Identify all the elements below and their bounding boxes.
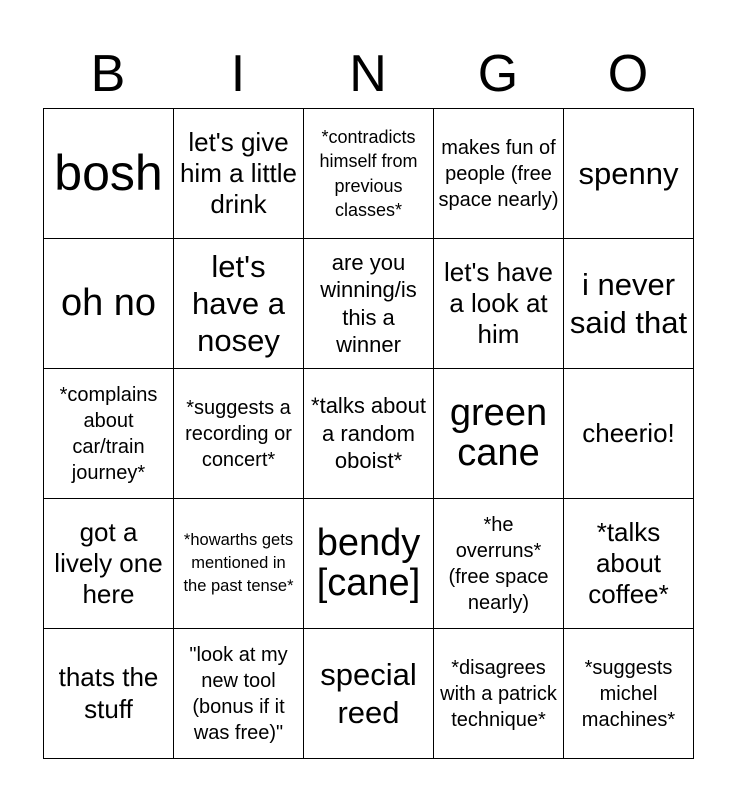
bingo-cell[interactable]: *talks about coffee*: [564, 499, 694, 629]
bingo-cell[interactable]: let's give him a little drink: [174, 109, 304, 239]
header-letter-b: B: [90, 45, 126, 103]
bingo-cell[interactable]: are you winning/is this a winner: [304, 239, 434, 369]
bingo-cell[interactable]: special reed: [304, 629, 434, 759]
bingo-cell[interactable]: thats the stuff: [44, 629, 174, 759]
header-letter-o: O: [607, 45, 649, 103]
bingo-cell[interactable]: bosh: [44, 109, 174, 239]
bingo-row-3: [44, 369, 694, 499]
header-letter-n: N: [349, 45, 387, 103]
bingo-cell[interactable]: spenny: [564, 109, 694, 239]
bingo-cell[interactable]: green cane: [434, 369, 564, 499]
bingo-cell[interactable]: bendy [cane]: [304, 499, 434, 629]
bingo-cell[interactable]: oh no: [44, 239, 174, 369]
bingo-cell[interactable]: cheerio!: [564, 369, 694, 499]
bingo-cell[interactable]: *suggests a recording or concert*: [174, 369, 304, 499]
bingo-cell[interactable]: *contradicts himself from previous classes*: [304, 109, 434, 239]
bingo-cell[interactable]: "look at my new tool (bonus if it was free)": [174, 629, 304, 759]
bingo-grid: [43, 108, 694, 759]
header-letter-g: G: [477, 45, 519, 103]
bingo-row-1: [44, 109, 694, 239]
bingo-cell[interactable]: *talks about a random oboist*: [304, 369, 434, 499]
bingo-cell[interactable]: i never said that: [564, 239, 694, 369]
bingo-cell[interactable]: *he overruns* (free space nearly): [434, 499, 564, 629]
bingo-row-5: [44, 629, 694, 759]
bingo-cell[interactable]: makes fun of people (free space nearly): [434, 109, 564, 239]
bingo-cell[interactable]: let's have a nosey: [174, 239, 304, 369]
bingo-cell[interactable]: *complains about car/train journey*: [44, 369, 174, 499]
bingo-cell[interactable]: *suggests michel machines*: [564, 629, 694, 759]
bingo-header: [43, 40, 693, 108]
bingo-row-2: [44, 239, 694, 369]
bingo-row-4: [44, 499, 694, 629]
bingo-cell[interactable]: got a lively one here: [44, 499, 174, 629]
header-letter-i: I: [230, 45, 246, 103]
bingo-cell[interactable]: *disagrees with a patrick technique*: [434, 629, 564, 759]
bingo-cell[interactable]: *howarths gets mentioned in the past tense*: [174, 499, 304, 629]
bingo-cell[interactable]: let's have a look at him: [434, 239, 564, 369]
